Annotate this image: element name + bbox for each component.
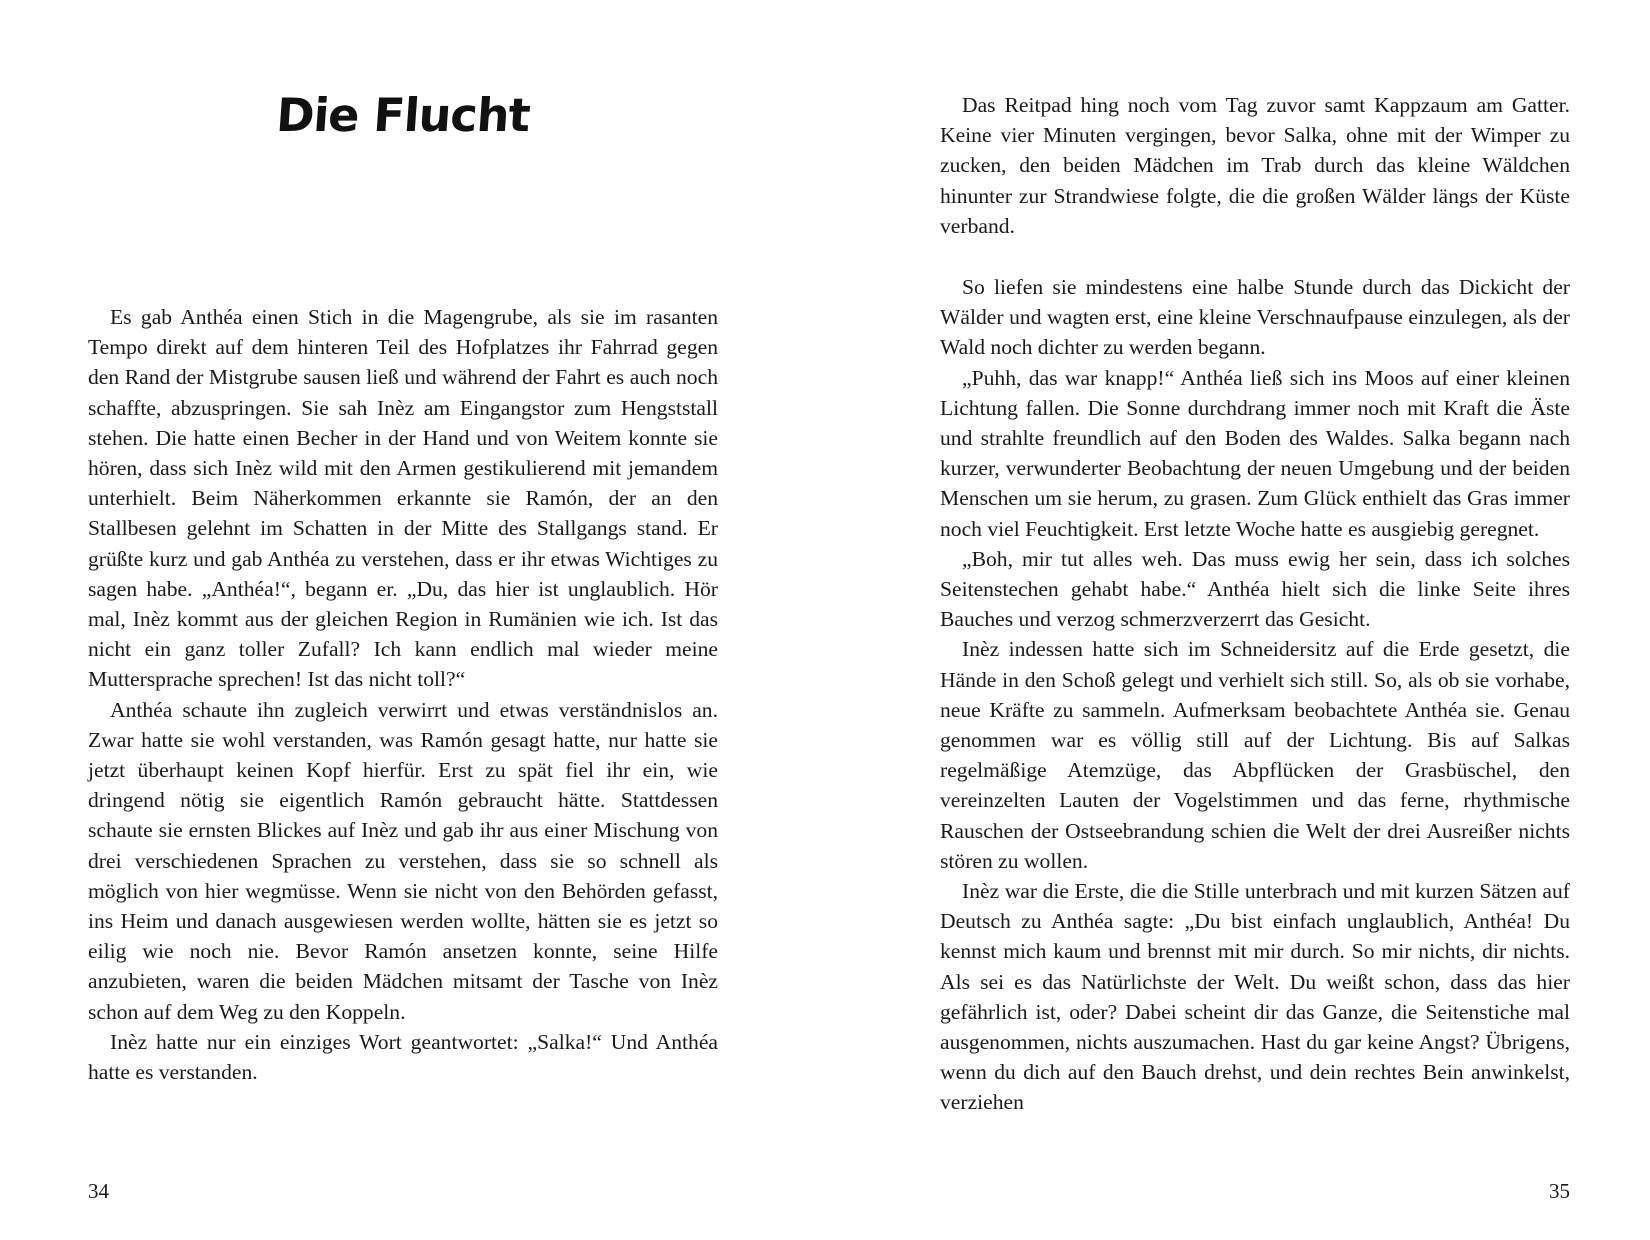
left-page [88,0,718,1240]
paragraph: Das Reitpad hing noch vom Tag zuvor samt Kappzaum am Gatter. Keine vier Minuten vergingen, bevor Salka, ohne mit der Wimper zu zucken, den beiden Mädchen im Trab durch das kleine Wäldchen hinunter zur Strandwiese folgte, die die großen Wälder längs der Küste verband. [940,93,1570,238]
right-page [940,0,1570,1240]
paragraph: Inèz indessen hatte sich im Schneidersitz auf die Erde gesetzt, die Hände in den Schoß gelegt und verhielt sich still. So, als ob sie vorhabe, neue Kräfte zu sammeln. Aufmerksam beobachtete Anthéa sie. Genau genommen war es völlig still auf der Lichtung. Bis auf Salkas regelmäßige Atemzüge, das Abpflücken der Grasbüschel, den vereinzelten Lauten der Vogelstimmen und das ferne, rhythmische Rauschen der Ostseebrandung schien die Welt der drei Ausreißer nichts stören zu wollen. [940,637,1570,873]
chapter-title: Die Flucht [274,88,532,142]
right-page-body-section-1 [940,90,1570,241]
paragraph: „Boh, mir tut alles weh. Das muss ewig her sein, dass ich solches Seitenstechen gehabt habe.“ Anthéa hielt sich die linke Seite ihres Bauches und verzog schmerzverzerrt das Gesicht. [940,546,1570,632]
left-page-body [88,302,718,1087]
paragraph: Inèz war die Erste, die die Stille unterbrach und mit kurzen Sätzen auf Deutsch zu Anthéa sagte: „Du bist einfach unglaublich, Anthéa! Du kennst mich kaum und brennst mit mir durch. So mir nichts, dir nichts. Als sei es das Natürlichste der Welt. Du weißt schon, dass das hier gefährlich ist, oder? Dabei scheint dir das Ganze, die Seitenstiche mal ausgenommen, nichts auszumachen. Hast du gar keine Angst? Übrigens, wenn du dich auf den Bauch drehst, und dein rechtes Bein anwinkelst, verziehen [940,879,1570,1115]
paragraph: Es gab Anthéa einen Stich in die Magengrube, als sie im rasanten Tempo direkt auf dem hinteren Teil des Hofplatzes ihr Fahrrad gegen den Rand der Mistgrube sausen ließ und während der Fahrt es auch noch schaffte, abzuspringen. Sie sah Inèz am Eingangstor zum Hengststall stehen. Die hatte einen Becher in der Hand und von Weitem konnte sie hören, dass sich Inèz wild mit den Armen gestikulierend mit jemandem unterhielt. Beim Näherkommen erkannte sie Ramón, der an den Stallbesen gelehnt im Schatten in der Mitte des Stallgangs stand. Er grüßte kurz und gab Anthéa zu verstehen, dass er ihr etwas Wichtiges zu sagen habe. „Anthéa!“, begann er. „Du, das hier ist unglaublich. Hör mal, Inèz kommt aus der gleichen Region in Rumänien wie ich. Ist das nicht ein ganz toller Zufall? Ich kann endlich mal wieder meine Muttersprache sprechen! Ist das nicht toll?“ [88,305,718,692]
paragraph: „Puhh, das war knapp!“ Anthéa ließ sich ins Moos auf einer kleinen Lichtung fallen. Die Sonne durchdrang immer noch mit Kraft die Äste und strahlte freundlich auf den Boden des Waldes. Salka begann nach kurzer, verwunderter Beobachtung der neuen Umgebung und der beiden Menschen um sie herum, zu grasen. Zum Glück enthielt das Gras immer noch viel Feuchtigkeit. Erst letzte Woche hatte es ausgiebig geregnet. [940,365,1570,541]
paragraph: So liefen sie mindestens eine halbe Stunde durch das Dickicht der Wälder und wagten erst, eine kleine Verschnaufpause einzulegen, als der Wald noch dichter zu werden begann. [940,275,1570,360]
page-number-right: 35 [1549,1179,1570,1203]
paragraph: Inèz hatte nur ein einziges Wort geantwortet: „Salka!“ Und Anthéa hatte es verstanden. [88,1029,718,1085]
right-page-body-section-2 [940,272,1570,1118]
paragraph: Anthéa schaute ihn zugleich verwirrt und etwas verständnislos an. Zwar hatte sie wohl verstanden, was Ramón gesagt hatte, nur hatte sie jetzt überhaupt keinen Kopf hierfür. Erst zu spät fiel ihr ein, wie dringend nötig sie eigentlich Ramón gebraucht hätte. Stattdessen schaute sie ernsten Blickes auf Inèz und gab ihr aus einer Mischung von drei verschiedenen Sprachen zu verstehen, dass sie so schnell als möglich von hier wegmüsse. Wenn sie nicht von den Behörden gefasst, ins Heim und danach ausgewiesen werden wollte, hätten sie es jetzt so eilig wie noch nie. Bevor Ramón ansetzen konnte, seine Hilfe anzubieten, waren die beiden Mädchen mitsamt der Tasche von Inèz schon auf dem Weg zu den Koppeln. [88,697,718,1024]
page-number-left: 34 [88,1179,109,1203]
